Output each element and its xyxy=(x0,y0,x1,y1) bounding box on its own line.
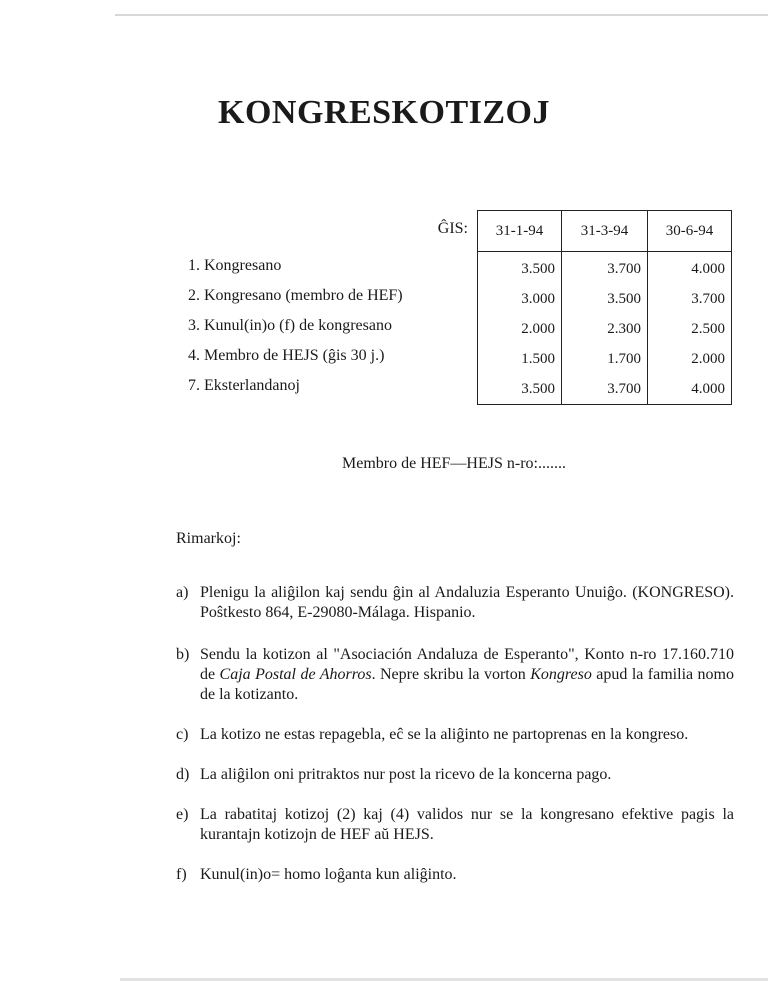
fee-cell: 1.500 xyxy=(478,344,562,374)
fee-cell: 3.700 xyxy=(648,284,732,314)
row-label: 4. Membro de HEJS (ĝis 30 j.) xyxy=(188,347,385,364)
table-row xyxy=(478,284,732,314)
bank-name: Caja Postal de Ahorros xyxy=(219,666,372,683)
column-header-date: 31-1-94 xyxy=(478,211,562,252)
note-text: La rabatitaj kotizoj (2) kaj (4) validos nur se la kongresano efektive pagis la kurantajn kotizojn de HEF aŭ HEJS. xyxy=(200,806,734,843)
table-row xyxy=(478,344,732,374)
fee-cell: 4.000 xyxy=(648,374,732,405)
page-title: KONGRESKOTIZOJ xyxy=(218,94,550,131)
note-text-part: . Nepre skribu la vorton xyxy=(371,666,531,683)
list-item xyxy=(176,645,734,705)
remarks-heading: Rimarkoj: xyxy=(176,530,241,547)
fee-cell: 3.500 xyxy=(478,374,562,405)
note-text: Kunul(in)o= homo loĝanta kun aliĝinto. xyxy=(200,866,457,883)
note-text-part: Sendu la kotizon al "Asociación Andaluza de Esperanto", Konto n-ro 17.160.710 de xyxy=(200,646,734,683)
scan-edge-bottom xyxy=(120,978,768,981)
fee-cell: 2.300 xyxy=(562,314,648,344)
row-labels xyxy=(188,251,403,401)
note-letter: c) xyxy=(176,726,189,743)
row-label: 3. Kunul(in)o (f) de kongresano xyxy=(188,317,392,334)
fee-cell: 4.000 xyxy=(648,252,732,285)
gis-label: ĜIS: xyxy=(437,220,468,237)
table-row xyxy=(478,374,732,405)
fee-cell: 2.000 xyxy=(648,344,732,374)
fee-cell: 1.700 xyxy=(562,344,648,374)
column-header-date: 31-3-94 xyxy=(562,211,648,252)
list-item xyxy=(176,583,734,623)
row-label: 2. Kongresano (membro de HEF) xyxy=(188,287,403,304)
list-item xyxy=(176,725,734,745)
fee-cell: 3.000 xyxy=(478,284,562,314)
table-row xyxy=(478,314,732,344)
note-text: La aliĝilon oni pritraktos nur post la ricevo de la koncerna pago. xyxy=(200,766,612,783)
remarks-list xyxy=(176,583,734,905)
row-label: 1. Kongresano xyxy=(188,257,282,274)
note-letter: b) xyxy=(176,646,190,663)
keyword-kongreso: Kongreso xyxy=(530,666,592,683)
fee-table xyxy=(477,210,732,405)
fee-cell: 2.000 xyxy=(478,314,562,344)
note-letter: e) xyxy=(176,806,189,823)
note-letter: d) xyxy=(176,766,190,783)
scan-edge-top xyxy=(115,14,768,16)
member-number-line: Membro de HEF—HEJS n-ro:....... xyxy=(342,455,566,472)
fee-cell: 3.700 xyxy=(562,252,648,285)
note-text-part: apud la familia nomo de la kotizanto. xyxy=(200,666,735,703)
note-text: La kotizo ne estas repagebla, eĉ se la aliĝinto ne partoprenas en la kongreso. xyxy=(200,726,689,743)
note-text: Plenigu la aliĝilon kaj sendu ĝin al Andaluzia Esperanto Unuiĝo. (KONGRESO). Poŝtkesto 864, E-29080-Málaga. Hispanio. xyxy=(200,584,734,621)
list-item xyxy=(176,765,734,785)
note-text xyxy=(200,645,734,705)
fee-table-header xyxy=(478,211,732,252)
table-row xyxy=(478,252,732,285)
fee-cell: 3.500 xyxy=(562,284,648,314)
column-header-date: 30-6-94 xyxy=(648,211,732,252)
note-letter: f) xyxy=(176,866,187,883)
fee-cell: 2.500 xyxy=(648,314,732,344)
row-label: 7. Eksterlandanoj xyxy=(188,377,300,394)
note-letter: a) xyxy=(176,584,189,601)
list-item xyxy=(176,805,734,845)
list-item xyxy=(176,865,734,885)
fee-cell: 3.700 xyxy=(562,374,648,405)
fee-cell: 3.500 xyxy=(478,252,562,285)
